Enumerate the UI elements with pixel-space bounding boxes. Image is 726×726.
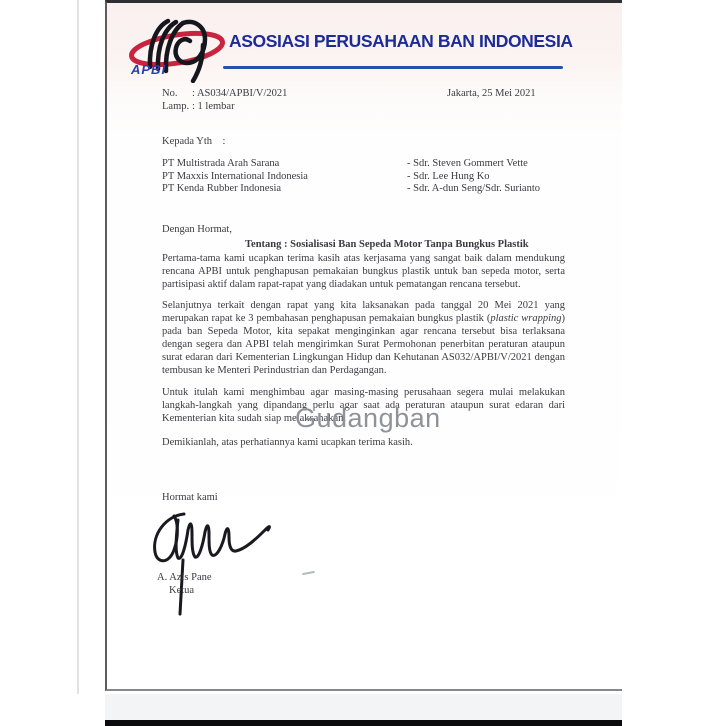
letter-page — [105, 0, 622, 691]
letter-meta — [162, 87, 287, 113]
apbi-tire-logo — [123, 11, 227, 83]
recipient-company: PT Kenda Rubber Indonesia — [162, 183, 282, 194]
paragraph-2-italic: plastic wrapping — [490, 313, 562, 324]
salutation: Dengan Hormat, — [162, 224, 232, 235]
lamp-label: Lamp. — [162, 101, 190, 112]
paragraph-2 — [162, 299, 565, 377]
recipient-contact-list — [407, 158, 540, 196]
recipient-company-list — [162, 158, 308, 196]
handwritten-signature — [142, 500, 282, 622]
subject-line: Tentang : Sosialisasi Ban Sepeda Motor Tanpa Bungkus Plastik — [245, 239, 529, 250]
paragraph-1: Pertama-tama kami ucapkan terima kasih atas kerjasama yang sangat baik dalam mendukung rencana APBI untuk penghapusan pemakaian bungkus plastik untuk ban sepeda motor, serta partisipasi aktif dalam rapat-rapat yang diadakan untuk pematangan rencana tersebut. — [162, 253, 565, 290]
signer-title: Ketua — [169, 585, 195, 596]
scan-artifact — [302, 571, 315, 575]
paragraph-3: Untuk itulah kami menghimbau agar masing-masing perusahaan segera mulai melakukan langkah-langkah yang dipandang perlu agar saat ada peraturan ataupun surat edaran dari Kementerian kita sudah siap melaksanakan. — [162, 387, 565, 424]
paragraph-2-end: ) pada ban Sepeda Motor, kita sepakat menginginkan agar rencana tersebut bisa terlaksana dengan segera dan APBI telah mengirimkan Surat Permohonan penerbitan peraturan ataupun surat edaran dari Kementerian Lingkungan Hidup dan Kehutanan AS032/APBI/V/2021 dengan tembusan ke Menteri Perindustrian dan Perdagangan. — [162, 313, 566, 376]
attachment-row — [162, 100, 287, 113]
watermark: Gudangban — [295, 403, 441, 433]
closing-line: Demikianlah, atas perhatiannya kami ucapkan terima kasih. — [162, 437, 413, 448]
paragraph-2-start: Selanjutnya terkait dengan rapat yang kita laksanakan pada tanggal 20 Mei 2021 yang merupakan rapat ke 3 pembahasan penghapusan pemakaian bungkus plastik ( — [162, 300, 565, 324]
org-title: ASOSIASI PERUSAHAAN BAN INDONESIA — [229, 31, 573, 51]
no-value: : AS034/APBI/V/2021 — [192, 88, 288, 99]
signature-closing: Hormat kami — [162, 492, 218, 503]
recipient-company: PT Multistrada Arah Sarana — [162, 158, 280, 169]
city-date: Jakarta, 25 Mei 2021 — [447, 88, 536, 99]
recipient-contact: - Sdr. Steven Gommert Vette — [407, 158, 528, 169]
recipient-contact: - Sdr. Lee Hung Ko — [407, 170, 490, 182]
scan-bottom-strip — [105, 694, 622, 720]
letterhead-rule — [223, 66, 563, 69]
logo-apbi-text: APBI — [131, 62, 167, 77]
lamp-value: : 1 lembar — [192, 101, 235, 112]
letter-number-row — [162, 87, 287, 100]
recipient-company: PT Maxxis International Indonesia — [162, 170, 308, 182]
letter-content — [107, 3, 622, 689]
signer-name: A. Azis Pane — [157, 572, 212, 583]
recipients-heading: Kepada Yth : — [162, 136, 226, 147]
recipient-contact: - Sdr. A-dun Seng/Sdr. Surianto — [407, 183, 541, 194]
no-label: No. — [162, 88, 178, 99]
bottom-black-bar — [105, 720, 622, 726]
scan-edge-line — [77, 0, 79, 694]
